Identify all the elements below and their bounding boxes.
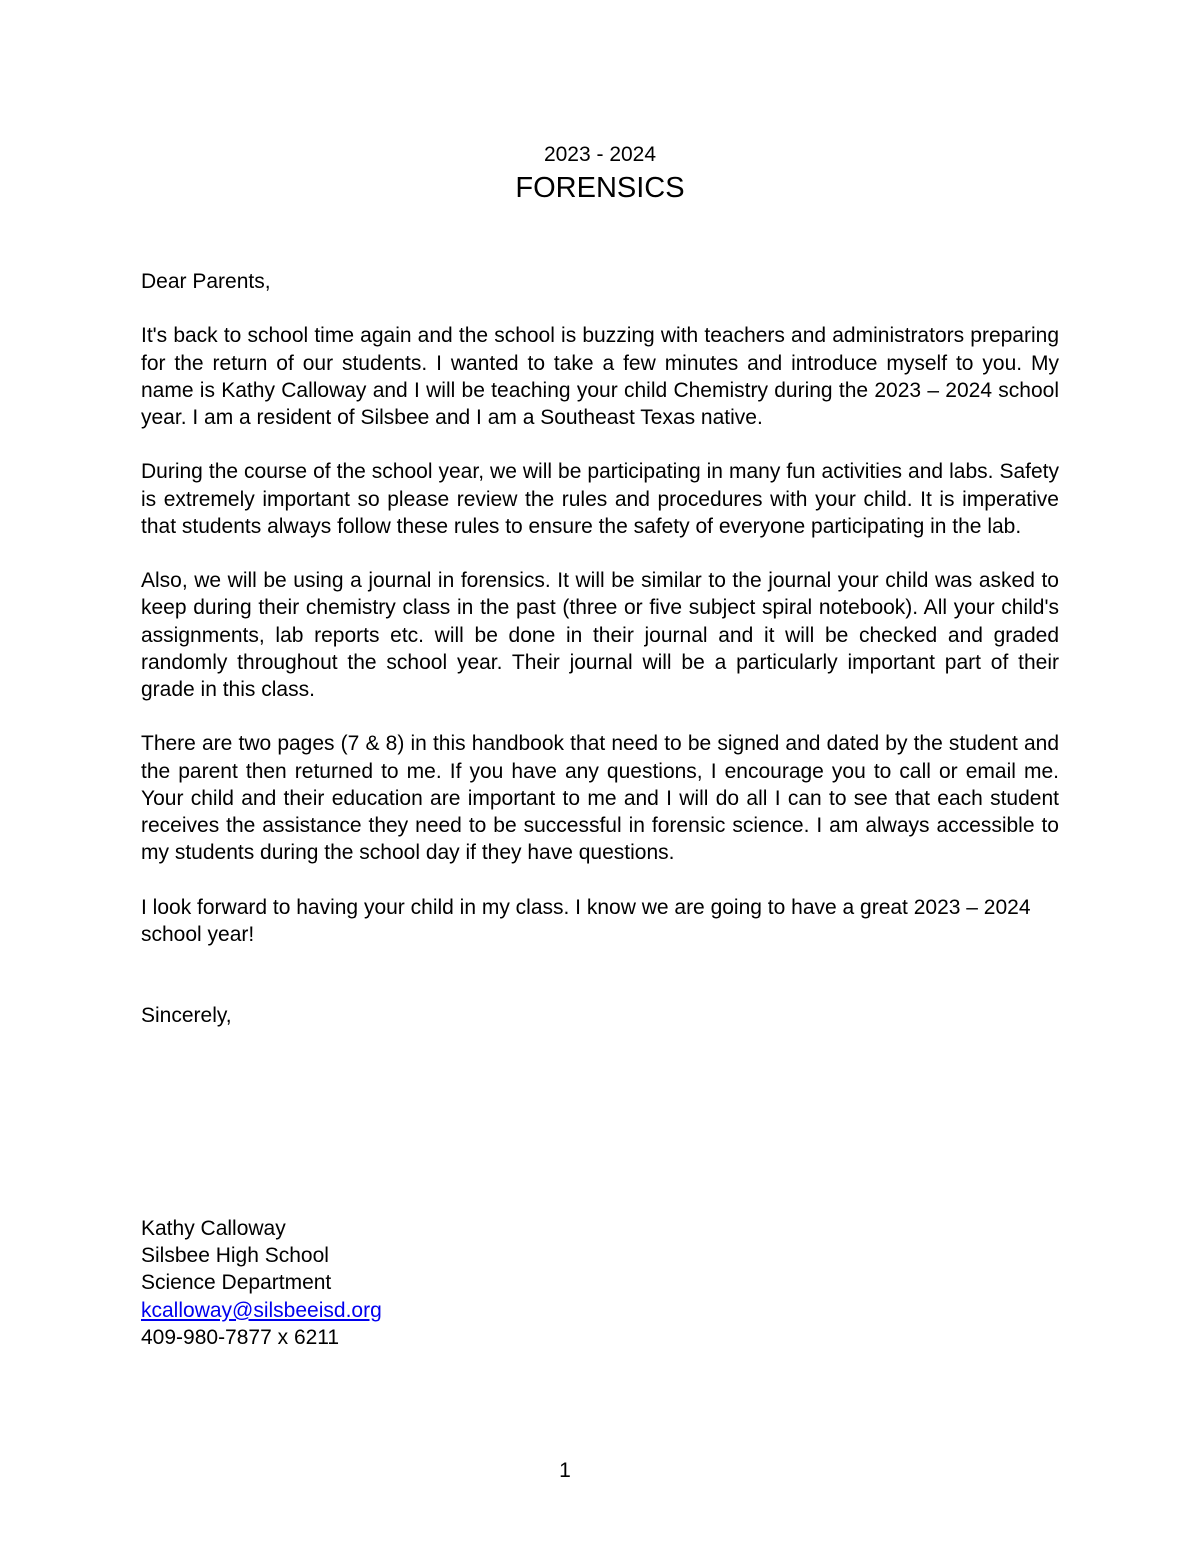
letter-body: [141, 268, 1059, 1029]
signature-name: Kathy Calloway: [141, 1217, 286, 1240]
paragraph-journal: Also, we will be using a journal in forensics. It will be similar to the journal your child was asked to keep during their chemistry class in the past (three or five subject spiral notebook). All your child's assignments, lab reports etc. will be done in their journal and it will be checked and graded randomly throughout the school year. Their journal will be a particularly important part of their grade in this class.: [141, 569, 1059, 701]
paragraph-closing-remarks: I look forward to having your child in my class. I know we are going to have a great 2023 – 2024 school year!: [141, 895, 1031, 946]
paragraph-handbook-signatures: There are two pages (7 & 8) in this handbook that need to be signed and dated by the student and the parent then returned to me. If you have any questions, I encourage you to call or email me. Your child and their education are important to me and I will do all I can to see that each student receives the assistance they need to be successful in forensic science. I am always accessible to my students during the school day if they have questions.: [141, 732, 1059, 865]
paragraph-lab-safety: During the course of the school year, we will be participating in many fun activities and labs. Safety is extremely important so please review the rules and procedures with your child. It is imperative that students always follow these rules to ensure the safety of everyone participating in the lab.: [141, 460, 1059, 538]
signature-school: Silsbee High School: [141, 1244, 329, 1268]
school-year-range: 2023 - 2024: [543, 143, 657, 166]
page-number: 1: [559, 1459, 571, 1482]
document-header: [0, 142, 1200, 206]
closing: Sincerely,: [141, 1004, 232, 1027]
paragraph-introduction: It's back to school time again and the school is buzzing with teachers and administrators preparing for the return of our students. I wanted to take a few minutes and introduce myself to you. My name is Kathy Calloway and I will be teaching your child Chemistry during the 2023 – 2024 school year. I am a resident of Silsbee and I am a Southeast Texas native.: [141, 324, 1059, 429]
document-title: FORENSICS: [515, 172, 685, 204]
signature-block: [141, 1215, 382, 1351]
signature-department: Science Department: [141, 1271, 332, 1295]
email-link[interactable]: kcalloway@silsbeeisd.org: [141, 1298, 382, 1322]
signature-phone: 409-980-7877 x 6211: [141, 1325, 340, 1349]
salutation: Dear Parents,: [141, 270, 271, 293]
